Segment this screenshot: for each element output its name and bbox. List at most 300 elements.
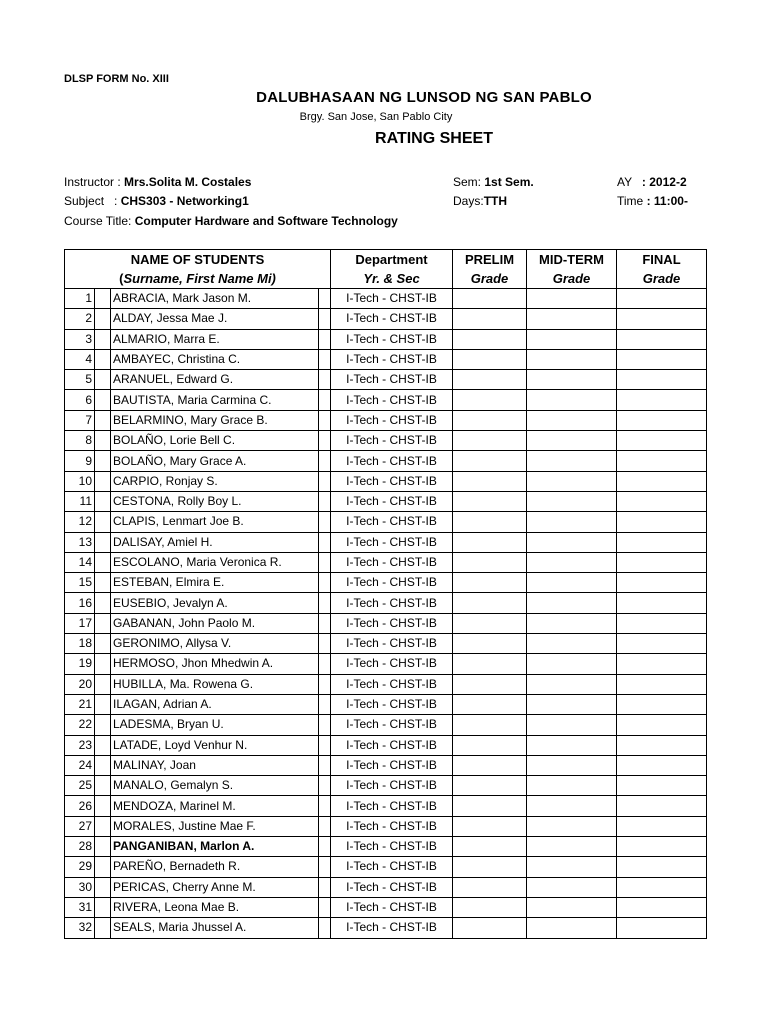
row-number: 29: [65, 857, 95, 877]
table-row: [65, 715, 707, 735]
row-blank-cell: [319, 451, 331, 471]
col-header-name-line2: [65, 269, 330, 288]
final-grade-cell: [617, 573, 707, 593]
row-number: 15: [65, 573, 95, 593]
row-number: 12: [65, 512, 95, 532]
row-number: 8: [65, 431, 95, 451]
student-name: DALISAY, Amiel H.: [111, 532, 319, 552]
table-row: [65, 837, 707, 857]
final-grade-cell: [617, 289, 707, 309]
student-name: MENDOZA, Marinel M.: [111, 796, 319, 816]
department-section: I-Tech - CHST-IB: [331, 776, 453, 796]
table-row: [65, 349, 707, 369]
student-name: PERICAS, Cherry Anne M.: [111, 877, 319, 897]
table-header-row: [65, 250, 707, 289]
department-section: I-Tech - CHST-IB: [331, 451, 453, 471]
table-row: [65, 634, 707, 654]
department-section: I-Tech - CHST-IB: [331, 370, 453, 390]
row-blank-cell: [319, 410, 331, 430]
row-number: 18: [65, 634, 95, 654]
row-blank-cell: [319, 877, 331, 897]
row-number: 7: [65, 410, 95, 430]
table-row: [65, 857, 707, 877]
col-header-name-format: Surname, First Name Mi): [123, 271, 276, 286]
row-blank-cell: [95, 491, 111, 511]
student-name: BOLAÑO, Mary Grace A.: [111, 451, 319, 471]
student-name: ESCOLANO, Maria Veronica R.: [111, 552, 319, 572]
row-blank-cell: [95, 674, 111, 694]
row-blank-cell: [319, 532, 331, 552]
row-blank-cell: [95, 532, 111, 552]
row-blank-cell: [319, 552, 331, 572]
prelim-grade-cell: [453, 349, 527, 369]
midterm-grade-cell: [527, 674, 617, 694]
row-number: 1: [65, 289, 95, 309]
prelim-grade-cell: [453, 329, 527, 349]
row-blank-cell: [95, 512, 111, 532]
col-header-name: [65, 250, 331, 289]
instructor-label: Instructor :: [64, 175, 121, 189]
midterm-grade-cell: [527, 431, 617, 451]
row-number: 2: [65, 309, 95, 329]
midterm-grade-cell: [527, 755, 617, 775]
row-blank-cell: [319, 431, 331, 451]
table-row: [65, 431, 707, 451]
row-number: 11: [65, 491, 95, 511]
department-section: I-Tech - CHST-IB: [331, 349, 453, 369]
days-value: TTH: [483, 194, 508, 208]
row-blank-cell: [95, 694, 111, 714]
student-name: RIVERA, Leona Mae B.: [111, 897, 319, 917]
row-number: 4: [65, 349, 95, 369]
prelim-grade-cell: [453, 857, 527, 877]
student-name: ALMARIO, Marra E.: [111, 329, 319, 349]
row-blank-cell: [95, 410, 111, 430]
time-line: [617, 194, 768, 208]
table-row: [65, 593, 707, 613]
row-number: 20: [65, 674, 95, 694]
midterm-grade-cell: [527, 877, 617, 897]
midterm-grade-cell: [527, 309, 617, 329]
row-blank-cell: [95, 735, 111, 755]
prelim-grade-cell: [453, 370, 527, 390]
student-name: AMBAYEC, Christina C.: [111, 349, 319, 369]
midterm-grade-cell: [527, 370, 617, 390]
department-section: I-Tech - CHST-IB: [331, 796, 453, 816]
col-header-final-grade: Grade: [642, 271, 681, 286]
prelim-grade-cell: [453, 309, 527, 329]
final-grade-cell: [617, 755, 707, 775]
final-grade-cell: [617, 918, 707, 938]
col-header-final-line2: [617, 269, 706, 288]
department-section: I-Tech - CHST-IB: [331, 532, 453, 552]
midterm-grade-cell: [527, 776, 617, 796]
row-blank-cell: [95, 918, 111, 938]
student-name: ALDAY, Jessa Mae J.: [111, 309, 319, 329]
department-section: I-Tech - CHST-IB: [331, 573, 453, 593]
prelim-grade-cell: [453, 816, 527, 836]
midterm-grade-cell: [527, 715, 617, 735]
subject-line: [64, 194, 249, 208]
department-section: I-Tech - CHST-IB: [331, 512, 453, 532]
col-header-final-line1: FINAL: [642, 252, 681, 267]
ay-label: AY: [617, 175, 632, 189]
midterm-grade-cell: [527, 857, 617, 877]
final-grade-cell: [617, 532, 707, 552]
row-blank-cell: [319, 694, 331, 714]
department-section: I-Tech - CHST-IB: [331, 390, 453, 410]
row-blank-cell: [95, 857, 111, 877]
department-section: I-Tech - CHST-IB: [331, 877, 453, 897]
row-blank-cell: [95, 390, 111, 410]
row-number: 32: [65, 918, 95, 938]
midterm-grade-cell: [527, 694, 617, 714]
student-name: PAREÑO, Bernadeth R.: [111, 857, 319, 877]
table-row: [65, 735, 707, 755]
time-label: Time: [617, 194, 644, 208]
row-blank-cell: [319, 613, 331, 633]
student-name: LATADE, Loyd Venhur N.: [111, 735, 319, 755]
prelim-grade-cell: [453, 512, 527, 532]
row-blank-cell: [95, 349, 111, 369]
row-blank-cell: [95, 552, 111, 572]
final-grade-cell: [617, 431, 707, 451]
col-header-department: [331, 250, 453, 289]
student-name: HERMOSO, Jhon Mhedwin A.: [111, 654, 319, 674]
row-blank-cell: [95, 451, 111, 471]
row-blank-cell: [95, 776, 111, 796]
table-row: [65, 877, 707, 897]
student-name: ARANUEL, Edward G.: [111, 370, 319, 390]
department-section: I-Tech - CHST-IB: [331, 634, 453, 654]
row-number: 28: [65, 837, 95, 857]
row-blank-cell: [95, 755, 111, 775]
form-number: DLSP FORM No. XIII: [64, 73, 169, 85]
midterm-grade-cell: [527, 349, 617, 369]
table-row: [65, 451, 707, 471]
table-row: [65, 512, 707, 532]
row-blank-cell: [319, 593, 331, 613]
table-row: [65, 918, 707, 938]
department-section: I-Tech - CHST-IB: [331, 857, 453, 877]
final-grade-cell: [617, 593, 707, 613]
midterm-grade-cell: [527, 593, 617, 613]
prelim-grade-cell: [453, 735, 527, 755]
final-grade-cell: [617, 816, 707, 836]
final-grade-cell: [617, 897, 707, 917]
col-header-prelim-line2: [453, 269, 526, 288]
prelim-grade-cell: [453, 410, 527, 430]
course-label: Course Title:: [64, 214, 132, 228]
final-grade-cell: [617, 491, 707, 511]
col-header-department-line1: Department: [355, 252, 428, 267]
student-name: HUBILLA, Ma. Rowena G.: [111, 674, 319, 694]
student-name: MANALO, Gemalyn S.: [111, 776, 319, 796]
final-grade-cell: [617, 309, 707, 329]
row-blank-cell: [95, 897, 111, 917]
midterm-grade-cell: [527, 552, 617, 572]
row-blank-cell: [319, 857, 331, 877]
final-grade-cell: [617, 796, 707, 816]
row-number: 22: [65, 715, 95, 735]
row-blank-cell: [95, 816, 111, 836]
col-header-name-paren: (: [119, 271, 124, 286]
final-grade-cell: [617, 674, 707, 694]
row-blank-cell: [95, 796, 111, 816]
department-section: I-Tech - CHST-IB: [331, 654, 453, 674]
row-blank-cell: [319, 390, 331, 410]
final-grade-cell: [617, 370, 707, 390]
student-name: BAUTISTA, Maria Carmina C.: [111, 390, 319, 410]
row-blank-cell: [319, 309, 331, 329]
department-section: I-Tech - CHST-IB: [331, 410, 453, 430]
table-row: [65, 694, 707, 714]
row-blank-cell: [319, 573, 331, 593]
final-grade-cell: [617, 451, 707, 471]
table-row: [65, 674, 707, 694]
final-grade-cell: [617, 512, 707, 532]
table-row: [65, 390, 707, 410]
midterm-grade-cell: [527, 451, 617, 471]
student-name: GABANAN, John Paolo M.: [111, 613, 319, 633]
prelim-grade-cell: [453, 755, 527, 775]
final-grade-cell: [617, 410, 707, 430]
department-section: I-Tech - CHST-IB: [331, 329, 453, 349]
department-section: I-Tech - CHST-IB: [331, 897, 453, 917]
prelim-grade-cell: [453, 491, 527, 511]
table-row: [65, 816, 707, 836]
days-line: [453, 194, 507, 208]
table-row: [65, 654, 707, 674]
final-grade-cell: [617, 735, 707, 755]
col-header-final: [617, 250, 707, 289]
row-blank-cell: [319, 715, 331, 735]
midterm-grade-cell: [527, 410, 617, 430]
prelim-grade-cell: [453, 431, 527, 451]
midterm-grade-cell: [527, 532, 617, 552]
department-section: I-Tech - CHST-IB: [331, 491, 453, 511]
department-section: I-Tech - CHST-IB: [331, 918, 453, 938]
midterm-grade-cell: [527, 816, 617, 836]
final-grade-cell: [617, 857, 707, 877]
row-number: 30: [65, 877, 95, 897]
row-number: 10: [65, 471, 95, 491]
student-name: BELARMINO, Mary Grace B.: [111, 410, 319, 430]
row-blank-cell: [95, 613, 111, 633]
student-name: ILAGAN, Adrian A.: [111, 694, 319, 714]
final-grade-cell: [617, 613, 707, 633]
row-number: 17: [65, 613, 95, 633]
col-header-department-line2: [331, 269, 452, 288]
prelim-grade-cell: [453, 897, 527, 917]
ay-line: [617, 175, 768, 189]
time-value: : 11:00-: [646, 194, 688, 208]
prelim-grade-cell: [453, 390, 527, 410]
row-number: 26: [65, 796, 95, 816]
row-blank-cell: [95, 654, 111, 674]
table-row: [65, 573, 707, 593]
table-row: [65, 410, 707, 430]
row-blank-cell: [319, 491, 331, 511]
prelim-grade-cell: [453, 877, 527, 897]
col-header-name-line1: NAME OF STUDENTS: [130, 252, 265, 267]
table-row: [65, 776, 707, 796]
student-name: SEALS, Maria Jhussel A.: [111, 918, 319, 938]
instructor-line: [64, 175, 251, 189]
sem-label: Sem:: [453, 175, 482, 189]
department-section: I-Tech - CHST-IB: [331, 715, 453, 735]
row-number: 13: [65, 532, 95, 552]
student-name: EUSEBIO, Jevalyn A.: [111, 593, 319, 613]
midterm-grade-cell: [527, 289, 617, 309]
col-header-prelim: [453, 250, 527, 289]
prelim-grade-cell: [453, 776, 527, 796]
table-row: [65, 796, 707, 816]
prelim-grade-cell: [453, 289, 527, 309]
midterm-grade-cell: [527, 897, 617, 917]
midterm-grade-cell: [527, 573, 617, 593]
row-blank-cell: [95, 289, 111, 309]
student-name: CARPIO, Ronjay S.: [111, 471, 319, 491]
table-row: [65, 471, 707, 491]
final-grade-cell: [617, 837, 707, 857]
prelim-grade-cell: [453, 532, 527, 552]
prelim-grade-cell: [453, 573, 527, 593]
col-header-midterm-line2: [527, 269, 616, 288]
table-row: [65, 897, 707, 917]
course-value: Computer Hardware and Software Technology: [134, 214, 398, 228]
col-header-midterm-grade: Grade: [552, 271, 591, 286]
final-grade-cell: [617, 390, 707, 410]
row-blank-cell: [95, 634, 111, 654]
row-blank-cell: [95, 309, 111, 329]
col-header-midterm-line1: MID-TERM: [539, 252, 604, 267]
department-section: I-Tech - CHST-IB: [331, 674, 453, 694]
department-section: I-Tech - CHST-IB: [331, 471, 453, 491]
row-number: 3: [65, 329, 95, 349]
row-number: 16: [65, 593, 95, 613]
row-blank-cell: [319, 471, 331, 491]
days-label: Days:: [453, 194, 484, 208]
school-address: Brgy. San Jose, San Pablo City: [299, 111, 453, 123]
prelim-grade-cell: [453, 634, 527, 654]
rating-table: [64, 249, 707, 939]
final-grade-cell: [617, 471, 707, 491]
student-name: LADESMA, Bryan U.: [111, 715, 319, 735]
row-number: 23: [65, 735, 95, 755]
midterm-grade-cell: [527, 735, 617, 755]
table-row: [65, 532, 707, 552]
final-grade-cell: [617, 877, 707, 897]
table-row: [65, 289, 707, 309]
col-header-prelim-grade: Grade: [470, 271, 509, 286]
ay-value: : 2012-2: [641, 175, 687, 189]
department-section: I-Tech - CHST-IB: [331, 431, 453, 451]
row-number: 27: [65, 816, 95, 836]
table-row: [65, 755, 707, 775]
final-grade-cell: [617, 349, 707, 369]
department-section: I-Tech - CHST-IB: [331, 816, 453, 836]
prelim-grade-cell: [453, 837, 527, 857]
midterm-grade-cell: [527, 918, 617, 938]
midterm-grade-cell: [527, 329, 617, 349]
row-blank-cell: [319, 674, 331, 694]
final-grade-cell: [617, 634, 707, 654]
final-grade-cell: [617, 654, 707, 674]
subject-value: CHS303 - Networking1: [120, 194, 249, 208]
prelim-grade-cell: [453, 715, 527, 735]
subject-label: Subject :: [64, 194, 118, 208]
school-name: DALUBHASAAN NG LUNSOD NG SAN PABLO: [256, 89, 592, 106]
row-blank-cell: [319, 329, 331, 349]
department-section: I-Tech - CHST-IB: [331, 613, 453, 633]
department-section: I-Tech - CHST-IB: [331, 309, 453, 329]
department-section: I-Tech - CHST-IB: [331, 837, 453, 857]
student-name: MALINAY, Joan: [111, 755, 319, 775]
row-blank-cell: [319, 796, 331, 816]
col-header-prelim-line1: PRELIM: [464, 252, 515, 267]
row-blank-cell: [319, 816, 331, 836]
final-grade-cell: [617, 694, 707, 714]
table-row: [65, 613, 707, 633]
row-blank-cell: [319, 289, 331, 309]
row-blank-cell: [319, 370, 331, 390]
table-row: [65, 309, 707, 329]
table-row: [65, 329, 707, 349]
prelim-grade-cell: [453, 552, 527, 572]
prelim-grade-cell: [453, 796, 527, 816]
department-section: I-Tech - CHST-IB: [331, 552, 453, 572]
row-number: 31: [65, 897, 95, 917]
midterm-grade-cell: [527, 837, 617, 857]
prelim-grade-cell: [453, 451, 527, 471]
prelim-grade-cell: [453, 674, 527, 694]
midterm-grade-cell: [527, 796, 617, 816]
col-header-yr-sec: Yr. & Sec: [363, 271, 420, 286]
row-blank-cell: [95, 593, 111, 613]
prelim-grade-cell: [453, 918, 527, 938]
row-number: 25: [65, 776, 95, 796]
row-blank-cell: [95, 329, 111, 349]
course-line: [64, 214, 398, 228]
row-blank-cell: [95, 573, 111, 593]
row-blank-cell: [319, 837, 331, 857]
student-name: CLAPIS, Lenmart Joe B.: [111, 512, 319, 532]
department-section: I-Tech - CHST-IB: [331, 593, 453, 613]
row-blank-cell: [95, 837, 111, 857]
table-row: [65, 491, 707, 511]
final-grade-cell: [617, 776, 707, 796]
row-number: 6: [65, 390, 95, 410]
student-name: MORALES, Justine Mae F.: [111, 816, 319, 836]
midterm-grade-cell: [527, 471, 617, 491]
row-blank-cell: [319, 918, 331, 938]
row-blank-cell: [319, 755, 331, 775]
prelim-grade-cell: [453, 654, 527, 674]
department-section: I-Tech - CHST-IB: [331, 289, 453, 309]
prelim-grade-cell: [453, 593, 527, 613]
row-blank-cell: [95, 877, 111, 897]
row-number: 5: [65, 370, 95, 390]
row-blank-cell: [319, 349, 331, 369]
row-number: 19: [65, 654, 95, 674]
midterm-grade-cell: [527, 390, 617, 410]
sem-line: [453, 175, 534, 189]
prelim-grade-cell: [453, 613, 527, 633]
row-number: 24: [65, 755, 95, 775]
table-row: [65, 552, 707, 572]
instructor-value: Mrs.Solita M. Costales: [124, 175, 252, 189]
